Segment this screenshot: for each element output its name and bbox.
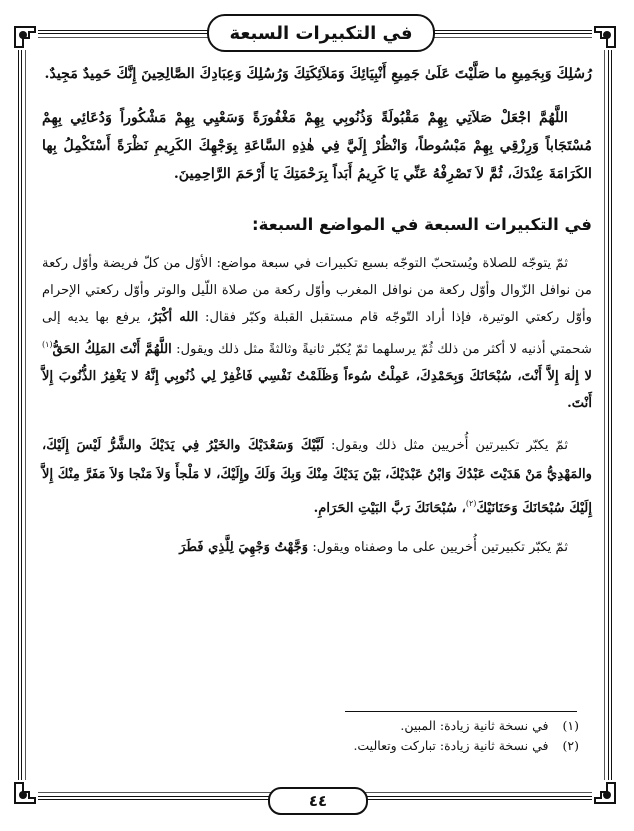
footnote-text: في نسخة ثانية زيادة: تباركت وتعاليت. xyxy=(353,738,549,753)
quote-takbir: الله أكْبَرُ xyxy=(150,310,199,325)
text-run: ثمّ يكبّر تكبيرتين أُخريين على ما وصفناه ويقول: xyxy=(308,540,568,555)
ornament-corner-icon xyxy=(592,24,618,50)
ornament-corner-icon xyxy=(12,24,38,50)
footnote-item xyxy=(353,716,579,736)
footnote-item xyxy=(353,736,579,756)
paragraph-labbayk xyxy=(42,431,592,523)
footnote-text: في نسخة ثانية زيادة: المبين. xyxy=(400,718,549,733)
footnote-ref-1[interactable]: (١) xyxy=(42,340,53,349)
footnote-marker: (١) xyxy=(562,718,579,733)
paragraph-prayer-continuation: رُسُلِكَ وَبِجَمِيعِ ما صَلَّيْتَ عَلَىٰ جَمِيعِ أَنْبِيَائِكَ وَمَلاَئِكَتِكَ وَرُسُلِكَ وَعِبَادِكَ الصَّالِحِينَ إِنَّكَ حَمِيدٌ مَجِيدٌ. xyxy=(44,66,592,82)
page-number: ٤٤ xyxy=(308,792,328,810)
page-body xyxy=(42,60,592,562)
paragraph-wajjahtu xyxy=(42,533,592,562)
quote-dua: وَجَّهْتُ وَجْهِيَ لِلَّذِي فَطَرَ xyxy=(179,540,309,555)
running-header xyxy=(207,14,435,52)
footnote-marker: (٢) xyxy=(562,738,579,753)
header-title: في التكبيرات السبعة xyxy=(229,22,413,44)
text-run: ، يرفع بها يديه إلى شحمتي أذنيه لا أكثر من ذلك ثُمّ يرسلهما ثمّ يُكبّر ثانيةً وثالثةً مثل ذلك ويقول: xyxy=(42,310,592,357)
quote-dua: ، سُبْحَانَكَ رَبَّ البَيْتِ الحَرَامِ. xyxy=(313,501,466,516)
paragraph-seven-takbirs xyxy=(42,250,592,417)
ornament-corner-icon xyxy=(592,780,618,806)
paragraph-supplication: اللَّهُمَّ اجْعَلْ صَلاَتِي بِهِمْ مَقْبُولَةً وَذُنُوبِي بِهِمْ مَغْفُورَةً وَسَعْيِي بِهِمْ مَشْكُوراً وَدُعَائِي بِهِمْ مُسْتَجَاباً وَرِزْقِي بِهِمْ مَبْسُوطاً، وَانْظُرْ إِلَيَّ فِي هٰذِهِ السَّاعَةِ بِوَجْهِكَ الكَرِيمِ نَظْرَةً أَسْتَكْمِلُ بِها الكَرَامَةَ عِنْدَكَ، ثُمَّ لاَ تَصْرِفْهُ عَنِّي يَا كَرِيمُ أَبَداً بِرَحْمَتِكَ يَا أَرْحَمَ الرَّاحِمِينَ. xyxy=(42,110,592,182)
text-run: ثمّ يتوجّه للصلاة ويُستحبّ التوجّه بسبع تكبيرات في سبعة مواضع: الأوّل من كلّ فريضة وأوّل ركعة من نوافل الزّوال وأوّل ركعة من نوافل المغرب وأوّل ركعة من صلاة اللّيل والوتر وأوّل ركعتي الإحرام وأوّل ركعتي الوتيرة، فإذا أراد التّوجّه قام مستقبل القبلة وكبّر فقال: xyxy=(42,256,592,325)
footnote-ref-2[interactable]: (٢) xyxy=(465,499,477,508)
ornament-corner-icon xyxy=(12,780,38,806)
footnote-divider xyxy=(345,711,577,712)
section-heading: في التكبيرات السبعة في المواضع السبعة: xyxy=(252,215,592,234)
quote-dua: لَبَّيْكَ وَسَعْدَيْكَ والخَيْرُ فِي يَدَيْكَ والشَّرُّ لَيْسَ إِلَيْكَ، والمَهْدِيُّ مَنْ هَدَيْتَ عَبْدُكَ وَابْنُ عَبْدَيْكَ، بَيْنَ يَدَيْكَ مِنْكَ وَبِكَ وَلَكَ وإِلَيْكَ، لا مَلْجأَ وَلاَ مَنْجا وَلاَ مَفَرَّ مِنْكَ إِلاَّ إِلَيْكَ سُبْحَانَكَ وَحَنَانَيْكَ xyxy=(42,438,592,516)
page-number-tab xyxy=(268,787,368,815)
footnotes xyxy=(353,716,579,756)
text-run: ثمّ يكبّر تكبيرتين أُخريين مثل ذلك ويقول: xyxy=(323,438,568,453)
quote-dua: اللَّهُمَّ أَنْتَ المَلِكُ الحَقُّ xyxy=(52,342,172,357)
quote-dua: لا إِلٰهَ إِلاَّ أَنْتَ، سُبْحَانَكَ وَبِحَمْدِكَ، عَمِلْتُ سُوءاً وَظَلَمْتُ نَفْسِي فَاغْفِرْ لِي ذُنُوبِي إِنَّهُ لا يَغْفِرُ الذُّنُوبَ إِلاَّ أَنْتَ. xyxy=(42,369,592,411)
